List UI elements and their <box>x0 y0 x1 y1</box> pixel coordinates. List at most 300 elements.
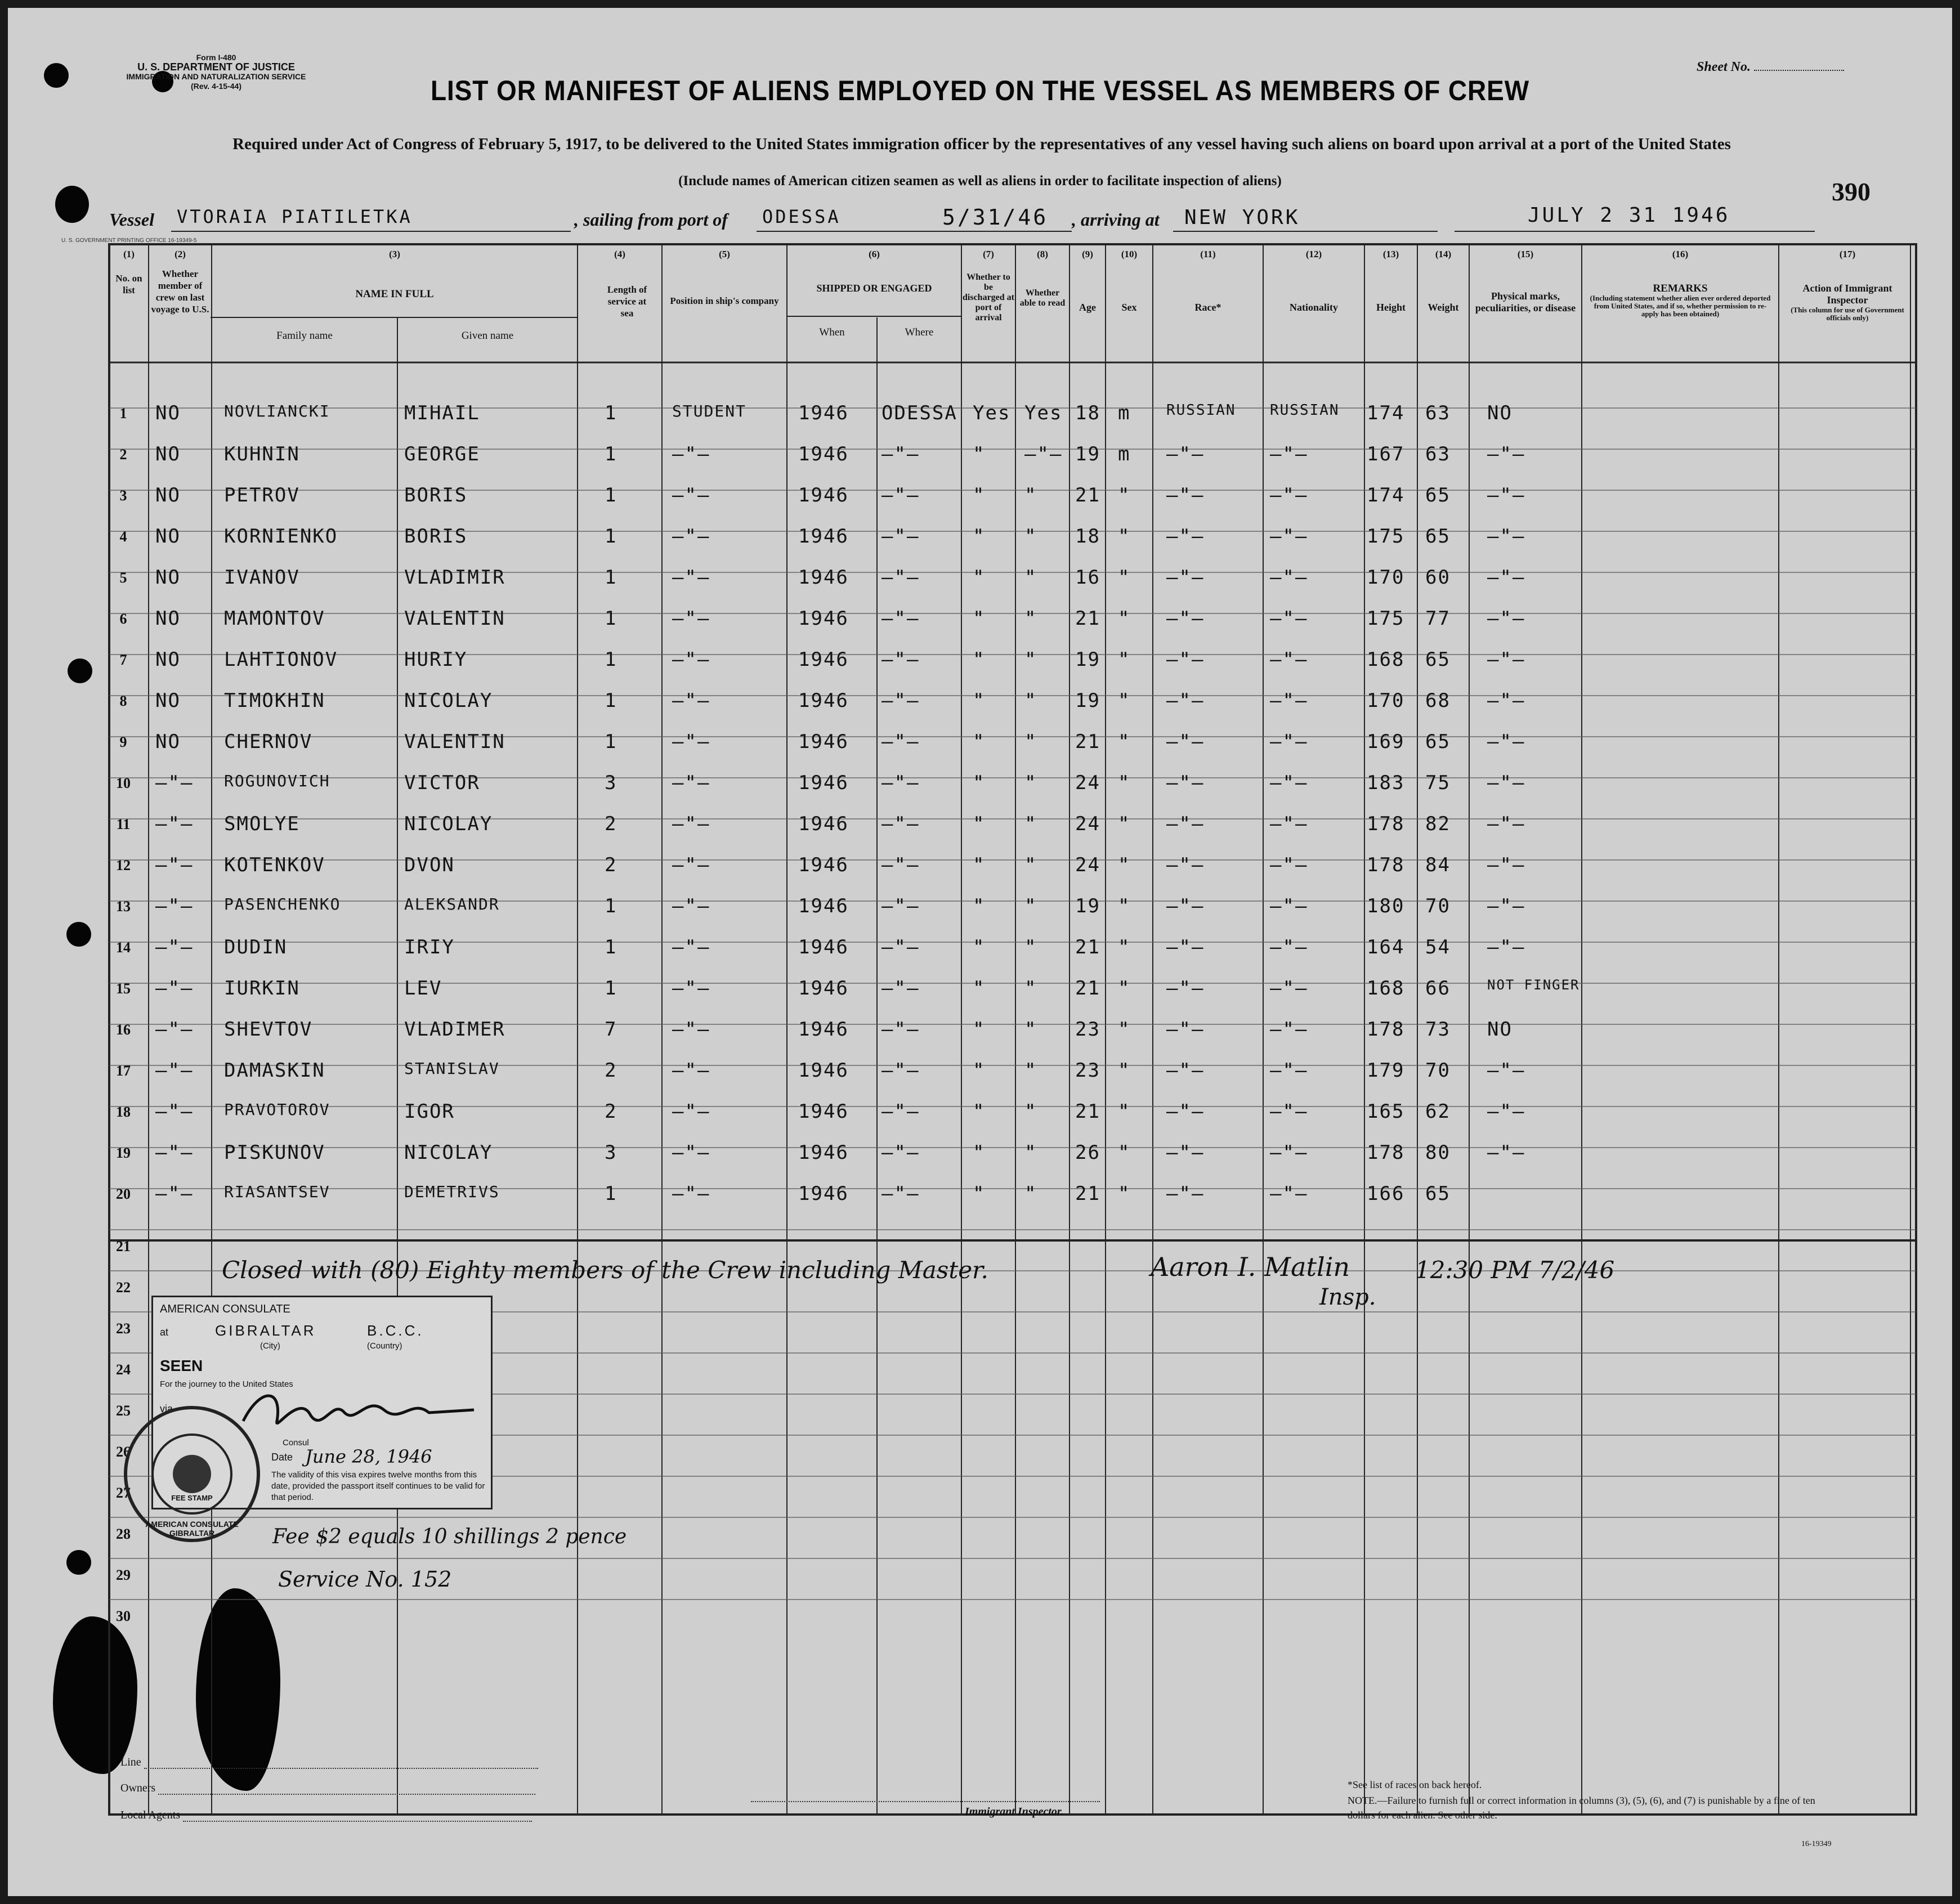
col4-number: (4) <box>614 249 625 259</box>
form-title: LIST OR MANIFEST OF ALIENS EMPLOYED ON THE VESSEL AS MEMBERS OF CREW <box>430 75 1530 106</box>
cell-marks: NOT FINGER <box>1487 977 1580 993</box>
cell-service: 1 <box>605 443 617 465</box>
inspector-signature: Aaron I. Matlin <box>1151 1252 1350 1282</box>
cell-where: —"— <box>881 525 920 548</box>
consul-signature <box>238 1382 480 1438</box>
cell-when: 1946 <box>798 1100 849 1123</box>
arrival-date-underline <box>1455 231 1815 232</box>
cell-family: MAMONTOV <box>224 607 325 630</box>
cell-where: —"— <box>881 443 920 465</box>
visa-validity-note: The validity of this visa expires twelve months from this date, provided the passport itself continues to be valid for that period. <box>271 1470 485 1502</box>
cell-where: —"— <box>881 977 920 1000</box>
cell-service: 2 <box>605 1100 617 1123</box>
punch-hole <box>66 922 91 947</box>
col7-header: Whether to be discharged at port of arrival <box>963 272 1014 322</box>
cell-sex: " <box>1118 1059 1131 1082</box>
cell-height: 167 <box>1367 443 1405 465</box>
cell-given: VLADIMER <box>404 1018 505 1041</box>
cell-weight: 66 <box>1425 977 1451 1000</box>
consul-label: Consul <box>283 1438 309 1448</box>
cell-where: —"— <box>881 566 920 589</box>
cell-where: ODESSA <box>881 402 957 424</box>
cell-read: " <box>1024 566 1037 589</box>
cell-no: 3 <box>119 487 127 504</box>
cell-weight: 80 <box>1425 1141 1451 1164</box>
cell-position: —"— <box>672 1100 710 1123</box>
cell-age: 18 <box>1075 402 1100 424</box>
vessel-label: Vessel <box>109 209 154 230</box>
cell-age: 21 <box>1075 977 1100 1000</box>
col13-header: Height <box>1376 302 1406 313</box>
cell-crew: —"— <box>155 1141 194 1164</box>
col11-header: Race* <box>1194 302 1221 313</box>
cell-service: 3 <box>605 1141 617 1164</box>
cell-given: NICOLAY <box>404 1141 493 1164</box>
cell-read: " <box>1024 895 1037 917</box>
row-number: 24 <box>116 1361 131 1378</box>
col14-header: Weight <box>1428 302 1459 313</box>
cell-height: 165 <box>1367 1100 1405 1123</box>
cell-given: HURIY <box>404 648 468 671</box>
cell-position: STUDENT <box>672 402 747 420</box>
cell-marks: —"— <box>1487 731 1525 753</box>
cell-when: 1946 <box>798 731 849 753</box>
cell-family: KOTENKOV <box>224 854 325 876</box>
cell-no: 7 <box>119 652 127 668</box>
cell-where: —"— <box>881 1059 920 1082</box>
cell-marks: —"— <box>1487 566 1525 589</box>
cell-position: —"— <box>672 936 710 958</box>
seal-text: AMERICAN CONSULATE GIBRALTAR <box>145 1520 239 1538</box>
cell-height: 178 <box>1367 854 1405 876</box>
cell-weight: 60 <box>1425 566 1451 589</box>
cell-position: —"— <box>672 443 710 465</box>
cell-service: 1 <box>605 484 617 507</box>
cell-height: 166 <box>1367 1182 1405 1205</box>
cell-discharged: " <box>973 1059 986 1082</box>
cell-read: " <box>1024 772 1037 794</box>
cell-sex: " <box>1118 607 1131 630</box>
cell-weight: 63 <box>1425 402 1451 424</box>
cell-given: DEMETRIVS <box>404 1182 500 1201</box>
cell-weight: 65 <box>1425 484 1451 507</box>
cell-race: —"— <box>1166 936 1205 958</box>
cell-crew: —"— <box>155 936 194 958</box>
cell-age: 19 <box>1075 689 1100 712</box>
cell-no: 13 <box>116 898 131 915</box>
cell-sex: " <box>1118 1018 1131 1041</box>
cell-crew: —"— <box>155 1059 194 1082</box>
cell-crew: NO <box>155 607 181 630</box>
col17-header <box>1782 283 1913 322</box>
cell-service: 1 <box>605 936 617 958</box>
col12-header: Nationality <box>1289 302 1338 313</box>
cell-discharged: " <box>973 1141 986 1164</box>
cell-sex: " <box>1118 648 1131 671</box>
row-number: 21 <box>116 1238 131 1255</box>
cell-height: 175 <box>1367 525 1405 548</box>
sheet-number-label: Sheet No. <box>1697 60 1751 74</box>
cell-sex: m <box>1118 402 1131 424</box>
cell-age: 23 <box>1075 1059 1100 1082</box>
cell-sex: " <box>1118 772 1131 794</box>
cell-nationality: —"— <box>1270 484 1308 507</box>
cell-race: —"— <box>1166 1100 1205 1123</box>
arriving-label: , arriving at <box>1072 209 1160 230</box>
cell-weight: 70 <box>1425 1059 1451 1082</box>
cell-weight: 65 <box>1425 648 1451 671</box>
cell-weight: 70 <box>1425 895 1451 917</box>
cell-no: 10 <box>116 775 131 791</box>
cell-given: STANISLAV <box>404 1059 500 1078</box>
cell-age: 16 <box>1075 566 1100 589</box>
cell-read: " <box>1024 1182 1037 1205</box>
col2-number: (2) <box>174 249 186 259</box>
cell-crew: —"— <box>155 813 194 835</box>
closing-time: 12:30 PM 7/2/46 <box>1415 1256 1615 1284</box>
form-subnote: (Include names of American citizen seamen as well as aliens in order to facilitate inspection of aliens) <box>678 173 1282 189</box>
col17-number: (17) <box>1839 249 1856 259</box>
printer-note: U. S. GOVERNMENT PRINTING OFFICE 16-19349-5 <box>61 238 197 244</box>
row-number: 29 <box>116 1567 131 1583</box>
closing-statement: Closed with (80) Eighty members of the Crew including Master. <box>222 1256 988 1284</box>
cell-race: —"— <box>1166 977 1205 1000</box>
cell-read: " <box>1024 484 1037 507</box>
col16-number: (16) <box>1672 249 1689 259</box>
cell-race: —"— <box>1166 1141 1205 1164</box>
cell-discharged: " <box>973 443 986 465</box>
cell-position: —"— <box>672 813 710 835</box>
cell-discharged: " <box>973 936 986 958</box>
cell-crew: —"— <box>155 1018 194 1041</box>
cell-no: 9 <box>119 734 127 750</box>
cell-where: —"— <box>881 1182 920 1205</box>
col5-header: Position in ship's company <box>670 295 779 306</box>
cell-family: DUDIN <box>224 936 288 958</box>
cell-marks: —"— <box>1487 689 1525 712</box>
agents-blank <box>183 1821 532 1822</box>
cell-height: 178 <box>1367 1141 1405 1164</box>
cell-sex: " <box>1118 484 1131 507</box>
line-label <box>120 1756 538 1769</box>
cell-age: 19 <box>1075 648 1100 671</box>
cell-crew: NO <box>155 484 181 507</box>
col6-where-header: Where <box>905 326 934 338</box>
cell-crew: —"— <box>155 1100 194 1123</box>
consulate-at-label: at <box>160 1327 169 1338</box>
cell-where: —"— <box>881 731 920 753</box>
owners-blank <box>158 1794 535 1795</box>
departure-date: 5/31/46 <box>942 205 1049 230</box>
cell-service: 1 <box>605 731 617 753</box>
consulate-via-label: via <box>160 1403 173 1414</box>
cell-sex: " <box>1118 1100 1131 1123</box>
cell-height: 180 <box>1367 895 1405 917</box>
cell-height: 183 <box>1367 772 1405 794</box>
col10-number: (10) <box>1121 249 1138 259</box>
vessel-name: VTORAIA PIATILETKA <box>177 206 413 227</box>
cell-height: 175 <box>1367 607 1405 630</box>
departure-port: ODESSA <box>762 206 841 227</box>
cell-age: 21 <box>1075 484 1100 507</box>
consulate-date: June 28, 1946 <box>305 1446 432 1467</box>
cell-age: 21 <box>1075 936 1100 958</box>
cell-nationality: —"— <box>1270 1182 1308 1205</box>
consulate-heading: AMERICAN CONSULATE <box>160 1303 290 1315</box>
cell-where: —"— <box>881 936 920 958</box>
consulate-seen: SEEN <box>160 1357 203 1374</box>
cell-crew: NO <box>155 648 181 671</box>
cell-where: —"— <box>881 895 920 917</box>
cell-no: 8 <box>119 693 127 709</box>
cell-service: 1 <box>605 895 617 917</box>
cell-race: —"— <box>1166 1018 1205 1041</box>
cell-race: —"— <box>1166 443 1205 465</box>
cell-read: " <box>1024 648 1037 671</box>
cell-when: 1946 <box>798 566 849 589</box>
cell-nationality: —"— <box>1270 731 1308 753</box>
cell-where: —"— <box>881 607 920 630</box>
cell-nationality: —"— <box>1270 1059 1308 1082</box>
cell-discharged: " <box>973 772 986 794</box>
cell-race: —"— <box>1166 772 1205 794</box>
cell-race: —"— <box>1166 854 1205 876</box>
col8-header: Whether able to read <box>1019 288 1066 308</box>
col5-number: (5) <box>719 249 730 259</box>
cell-marks: NO <box>1487 402 1512 424</box>
sheet-number-field <box>1697 60 1844 75</box>
cell-where: —"— <box>881 1018 920 1041</box>
cell-given: NICOLAY <box>404 813 493 835</box>
cell-read: " <box>1024 854 1037 876</box>
vessel-name-underline <box>171 231 571 232</box>
cell-marks: —"— <box>1487 1100 1525 1123</box>
cell-when: 1946 <box>798 402 849 424</box>
inspector-signature-line <box>751 1801 1100 1802</box>
row-number: 27 <box>116 1485 131 1501</box>
inspector-title: Insp. <box>1319 1284 1376 1310</box>
cell-age: 18 <box>1075 525 1100 548</box>
cell-sex: " <box>1118 854 1131 876</box>
cell-given: LEV <box>404 977 442 1000</box>
cell-sex: " <box>1118 1141 1131 1164</box>
cell-family: KUHNIN <box>224 443 300 465</box>
cell-no: 1 <box>119 405 127 422</box>
cell-read: —"— <box>1024 443 1063 465</box>
cell-nationality: —"— <box>1270 525 1308 548</box>
cell-service: 1 <box>605 1182 617 1205</box>
cell-race: —"— <box>1166 1059 1205 1082</box>
cell-when: 1946 <box>798 1018 849 1041</box>
form-number: Form I-480 <box>196 53 236 62</box>
cell-weight: 65 <box>1425 525 1451 548</box>
cell-service: 1 <box>605 977 617 1000</box>
col13-number: (13) <box>1382 249 1399 259</box>
agents-label <box>120 1809 532 1822</box>
cell-age: 26 <box>1075 1141 1100 1164</box>
cell-no: 12 <box>116 857 131 873</box>
cell-given: GEORGE <box>404 443 480 465</box>
cell-weight: 54 <box>1425 936 1451 958</box>
cell-read: " <box>1024 607 1037 630</box>
cell-race: —"— <box>1166 566 1205 589</box>
cell-age: 24 <box>1075 854 1100 876</box>
cell-when: 1946 <box>798 484 849 507</box>
col6-number: (6) <box>869 249 880 259</box>
punch-hole <box>44 63 69 88</box>
cell-no: 20 <box>116 1186 131 1202</box>
cell-crew: —"— <box>155 977 194 1000</box>
cell-crew: —"— <box>155 772 194 794</box>
cell-family: SMOLYE <box>224 813 300 835</box>
cell-where: —"— <box>881 689 920 712</box>
cell-no: 16 <box>116 1022 131 1038</box>
cell-nationality: —"— <box>1270 566 1308 589</box>
cell-family: CHERNOV <box>224 731 313 753</box>
cell-nationality: —"— <box>1270 895 1308 917</box>
cell-height: 179 <box>1367 1059 1405 1082</box>
cell-height: 178 <box>1367 813 1405 835</box>
cell-race: —"— <box>1166 731 1205 753</box>
col9-header: Age <box>1079 302 1096 313</box>
cell-weight: 77 <box>1425 607 1451 630</box>
sheet-number-blank <box>1754 70 1844 71</box>
cell-weight: 62 <box>1425 1100 1451 1123</box>
cell-sex: " <box>1118 731 1131 753</box>
cell-age: 23 <box>1075 1018 1100 1041</box>
cell-race: —"— <box>1166 484 1205 507</box>
cell-discharged: " <box>973 977 986 1000</box>
cell-family: IVANOV <box>224 566 300 589</box>
cell-when: 1946 <box>798 648 849 671</box>
cell-service: 3 <box>605 772 617 794</box>
arrival-port-underline <box>1173 231 1438 232</box>
cell-discharged: " <box>973 525 986 548</box>
owners-label <box>120 1782 535 1795</box>
cell-read: " <box>1024 977 1037 1000</box>
cell-marks: —"— <box>1487 607 1525 630</box>
col3-number: (3) <box>389 249 400 259</box>
cell-weight: 68 <box>1425 689 1451 712</box>
cell-nationality: —"— <box>1270 443 1308 465</box>
cell-marks: —"— <box>1487 525 1525 548</box>
cell-age: 19 <box>1075 895 1100 917</box>
cell-discharged: " <box>973 1100 986 1123</box>
col1-header: No. on list <box>115 273 142 295</box>
cell-given: BORIS <box>404 484 468 507</box>
cell-read: " <box>1024 813 1037 835</box>
cell-race: —"— <box>1166 607 1205 630</box>
cell-given: VICTOR <box>404 772 480 794</box>
cell-family: IURKIN <box>224 977 300 1000</box>
row-number: 26 <box>116 1444 131 1460</box>
cell-when: 1946 <box>798 936 849 958</box>
service-name: IMMIGRATION AND NATURALIZATION SERVICE <box>126 72 306 81</box>
cell-nationality: —"— <box>1270 689 1308 712</box>
cell-no: 18 <box>116 1104 131 1120</box>
col8-number: (8) <box>1037 249 1048 259</box>
cell-nationality: —"— <box>1270 936 1308 958</box>
cell-sex: " <box>1118 689 1131 712</box>
cell-given: VLADIMIR <box>404 566 505 589</box>
consulate-journey: For the journey to the United States <box>160 1379 293 1389</box>
cell-nationality: —"— <box>1270 1141 1308 1164</box>
cell-discharged: " <box>973 1018 986 1041</box>
cell-where: —"— <box>881 772 920 794</box>
cell-when: 1946 <box>798 977 849 1000</box>
cell-marks: —"— <box>1487 772 1525 794</box>
cell-sex: " <box>1118 895 1131 917</box>
cell-height: 174 <box>1367 402 1405 424</box>
cell-discharged: Yes <box>973 402 1011 424</box>
cell-family: PISKUNOV <box>224 1141 325 1164</box>
punch-hole <box>66 1550 91 1575</box>
col16-header <box>1586 283 1774 318</box>
cell-position: —"— <box>672 648 710 671</box>
cell-no: 2 <box>119 446 127 463</box>
cell-height: 168 <box>1367 977 1405 1000</box>
cell-service: 2 <box>605 813 617 835</box>
cell-marks: —"— <box>1487 936 1525 958</box>
cell-position: —"— <box>672 689 710 712</box>
cell-marks: —"— <box>1487 484 1525 507</box>
line-label-text: Line <box>120 1756 141 1768</box>
cell-no: 17 <box>116 1063 131 1079</box>
cell-read: Yes <box>1024 402 1063 424</box>
cell-race: —"— <box>1166 813 1205 835</box>
col11-number: (11) <box>1200 249 1216 259</box>
cell-read: " <box>1024 525 1037 548</box>
cell-age: 19 <box>1075 443 1100 465</box>
sailing-label: , sailing from port of <box>574 209 728 230</box>
cell-given: IRIY <box>404 936 455 958</box>
cell-crew: NO <box>155 525 181 548</box>
cell-given: DVON <box>404 854 455 876</box>
cell-height: 170 <box>1367 689 1405 712</box>
consulate-city: GIBRALTAR <box>215 1322 316 1339</box>
cell-when: 1946 <box>798 1182 849 1205</box>
cell-discharged: " <box>973 689 986 712</box>
col17-title: Action of Immigrant Inspector <box>1802 283 1892 306</box>
consulate-city-label: (City) <box>260 1341 280 1351</box>
cell-race: —"— <box>1166 525 1205 548</box>
cell-age: 21 <box>1075 607 1100 630</box>
arrival-date: JULY 2 31 1946 <box>1528 204 1730 227</box>
cell-family: PETROV <box>224 484 300 507</box>
punch-hole <box>55 186 89 223</box>
cell-discharged: " <box>973 566 986 589</box>
cell-height: 164 <box>1367 936 1405 958</box>
arrival-port: NEW YORK <box>1184 206 1300 229</box>
cell-marks: —"— <box>1487 1141 1525 1164</box>
cell-family: RIASANTSEV <box>224 1182 330 1201</box>
cell-when: 1946 <box>798 772 849 794</box>
row-number: 23 <box>116 1320 131 1337</box>
cell-height: 170 <box>1367 566 1405 589</box>
cell-family: TIMOKHIN <box>224 689 325 712</box>
cell-discharged: " <box>973 731 986 753</box>
cell-sex: " <box>1118 525 1131 548</box>
col2-header: Whether member of crew on last voyage to U.S. <box>151 268 209 315</box>
owners-label-text: Owners <box>120 1782 156 1794</box>
col6-header: SHIPPED OR ENGAGED <box>816 283 932 294</box>
cell-when: 1946 <box>798 689 849 712</box>
cell-race: RUSSIAN <box>1166 402 1236 419</box>
fee-stamp-text: FEE STAMP <box>171 1494 213 1502</box>
cell-family: NOVLIANCKI <box>224 402 330 420</box>
cell-crew: NO <box>155 566 181 589</box>
cell-sex: " <box>1118 936 1131 958</box>
